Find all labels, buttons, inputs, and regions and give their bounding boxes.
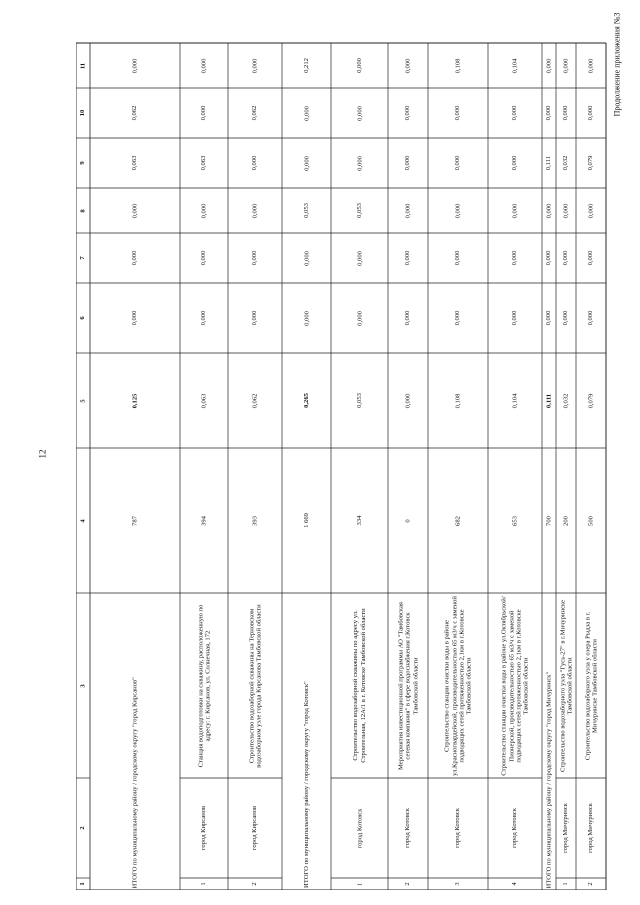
row-cell-11: 0,000 <box>587 58 595 73</box>
total-cell-7: 0,000 <box>545 250 553 266</box>
row-cell-3: Строительство водозаборного узла у озера Рыдза в г. Мичуринске Тамбовской области <box>583 611 598 760</box>
row-cell-4: 334 <box>355 515 363 526</box>
row-cell-10: 0,062 <box>251 105 259 121</box>
total-cell-5: 0,125 <box>131 393 139 408</box>
row-cell-6: 0,000 <box>200 310 208 326</box>
row-cell-3: Строительство станции очистки воды в районе ул.Октябрьской/Пионерской, производительностью 65 м3/ч с заменой подводящих сетей протяженностью 2,1км в г.Котовске Тамбовской области <box>500 595 530 776</box>
row-cell-8: 0,000 <box>454 203 462 218</box>
row-cell-11: 0,000 <box>200 58 208 73</box>
row-cell-7: 0,000 <box>200 250 208 266</box>
row-cell-1: 2 <box>587 882 595 886</box>
row-cell-9: 0,000 <box>511 155 519 171</box>
row-cell-2: город Мичуринск <box>587 803 595 853</box>
total-cell-4: 787 <box>131 515 139 526</box>
row-cell-6: 0,000 <box>587 310 595 326</box>
total-cell-11: 0,212 <box>302 58 310 73</box>
total-cell-9: 0,063 <box>131 155 139 171</box>
row-cell-9: 0,000 <box>251 155 259 171</box>
column-number-9: 9 <box>79 161 87 165</box>
row-cell-1: 1 <box>562 882 570 886</box>
row-cell-7: 0,000 <box>355 250 363 266</box>
row-cell-4: 653 <box>511 515 519 526</box>
row-cell-11: 0,000 <box>404 58 412 73</box>
column-number-7: 7 <box>79 256 87 260</box>
row-cell-2: город Котовск <box>454 808 462 848</box>
row-cell-4: 682 <box>454 515 462 526</box>
row-cell-7: 0,000 <box>587 250 595 266</box>
column-number-5: 5 <box>79 398 87 403</box>
row-cell-8: 0,000 <box>587 203 595 218</box>
total-cell-9: 0,111 <box>545 155 553 171</box>
row-cell-1: 1 <box>355 882 363 886</box>
row-cell-2: город Котовск <box>511 808 519 848</box>
row-cell-8: 0,053 <box>355 203 363 218</box>
total-row-label: ИТОГО по муниципальному району / городскому округу "город Кирсанов" <box>131 676 139 888</box>
total-cell-6: 0,000 <box>302 310 310 326</box>
row-cell-11: 0,104 <box>511 58 519 73</box>
row-cell-2: город Мичуринск <box>562 803 570 853</box>
row-cell-5: 0,079 <box>587 393 595 408</box>
row-cell-10: 0,000 <box>454 105 462 121</box>
column-number-8: 8 <box>79 208 87 213</box>
total-cell-10: 0,062 <box>131 105 139 121</box>
total-cell-5: 0,111 <box>545 393 553 408</box>
row-cell-6: 0,000 <box>562 310 570 326</box>
row-cell-5: 0,063 <box>200 393 208 408</box>
row-cell-10: 0,000 <box>355 105 363 121</box>
total-cell-8: 0,000 <box>545 203 553 218</box>
row-cell-10: 0,000 <box>511 105 519 121</box>
total-cell-6: 0,000 <box>131 310 139 326</box>
row-cell-3: Строительство водозаборной скважины по адресу ул. Строительная, 12А/1 в г. Котовске Тамбовской области <box>352 608 367 763</box>
column-number-2: 2 <box>79 826 87 830</box>
row-cell-7: 0,000 <box>562 250 570 266</box>
row-cell-6: 0,000 <box>355 310 363 326</box>
total-cell-5: 0,265 <box>302 393 310 408</box>
row-cell-9: 0,079 <box>587 155 595 171</box>
total-cell-8: 0,000 <box>131 203 139 218</box>
row-cell-10: 0,000 <box>200 105 208 121</box>
column-number-11: 11 <box>79 62 87 69</box>
total-cell-8: 0,053 <box>302 203 310 218</box>
row-cell-7: 0,000 <box>404 250 412 266</box>
row-cell-1: 2 <box>404 882 412 886</box>
row-cell-5: 0,104 <box>511 393 519 408</box>
row-cell-7: 0,000 <box>511 250 519 266</box>
column-number-4: 4 <box>79 518 87 523</box>
row-cell-8: 0,000 <box>511 203 519 218</box>
column-number-1: 1 <box>79 882 87 886</box>
row-cell-2: город Котовск <box>404 808 412 848</box>
row-cell-5: 0,053 <box>355 393 363 408</box>
row-cell-6: 0,000 <box>454 310 462 326</box>
row-cell-6: 0,000 <box>251 310 259 326</box>
row-cell-8: 0,000 <box>200 203 208 218</box>
row-cell-1: 3 <box>454 882 462 886</box>
row-cell-9: 0,000 <box>454 155 462 171</box>
row-cell-4: 394 <box>200 515 208 526</box>
row-cell-11: 0,000 <box>562 58 570 73</box>
row-cell-4: 0 <box>404 518 412 523</box>
row-cell-1: 1 <box>200 882 208 886</box>
row-cell-8: 0,000 <box>404 203 412 218</box>
row-cell-3: Мероприятия инвестиционной программы АО "Тамбовская сетевая компания" в сфере водоснабжения г.Котовск Тамбовской области <box>396 601 419 770</box>
row-cell-11: 0,000 <box>251 58 259 73</box>
column-number-10: 10 <box>79 109 87 117</box>
row-cell-11: 0,000 <box>355 58 363 73</box>
row-cell-4: 200 <box>562 515 570 526</box>
page-number: 12 <box>37 449 48 459</box>
row-cell-5: 0,000 <box>404 393 412 408</box>
row-cell-3: Строительство станции очистки воды в районе ул.Красногвардейской, производительностью 65 м3/ч с заменой подводящих сетей протяженностью 2,1км в г.Котовске Тамбовской области <box>443 595 473 776</box>
row-cell-2: город Кирсанов <box>251 805 259 851</box>
row-cell-10: 0,000 <box>404 105 412 121</box>
row-cell-2: город Котовск <box>355 808 363 848</box>
continuation-label: Продолжение приложения №3 <box>612 12 622 117</box>
row-cell-9: 0,000 <box>355 155 363 171</box>
row-cell-6: 0,000 <box>404 310 412 326</box>
total-cell-7: 0,000 <box>302 250 310 266</box>
row-cell-9: 0,063 <box>200 155 208 171</box>
column-number-6: 6 <box>79 316 87 320</box>
data-table <box>76 18 612 890</box>
row-cell-10: 0,000 <box>562 105 570 121</box>
total-cell-7: 0,000 <box>131 250 139 266</box>
total-cell-10: 0,000 <box>302 105 310 121</box>
row-cell-9: 0,032 <box>562 155 570 171</box>
total-cell-4: 700 <box>545 515 553 526</box>
row-cell-5: 0,108 <box>454 393 462 408</box>
total-row-label: ИТОГО по муниципальному району / городскому округу "город Котовск" <box>302 681 310 888</box>
total-cell-9: 0,000 <box>302 155 310 171</box>
row-cell-2: город Кирсанов <box>200 805 208 851</box>
row-cell-7: 0,000 <box>454 250 462 266</box>
row-cell-3: Строительство водозаборного узла "Гусь-27" в г.Мичуринске Тамбовской области <box>558 599 573 772</box>
row-cell-11: 0,108 <box>454 58 462 73</box>
row-cell-5: 0,032 <box>562 393 570 408</box>
row-cell-1: 4 <box>511 882 519 886</box>
row-cell-4: 393 <box>251 515 259 526</box>
total-cell-11: 0,000 <box>545 58 553 73</box>
row-cell-3: Строительство водозаборной скважины на Терновском водозаборном узле города Кирсанова Тамбовской области <box>247 603 262 768</box>
total-cell-4: 1 669 <box>302 513 310 528</box>
column-number-3: 3 <box>79 683 87 688</box>
row-cell-1: 2 <box>251 882 259 886</box>
row-cell-7: 0,000 <box>251 250 259 266</box>
row-cell-6: 0,000 <box>511 310 519 326</box>
row-cell-5: 0,062 <box>251 393 259 408</box>
row-cell-10: 0,000 <box>587 105 595 121</box>
row-cell-3: Станция водоподготовки на скважину, расположенную по адресу: г. Кирсанов, ул. Солнечная, 172 <box>196 604 211 767</box>
row-cell-8: 0,000 <box>251 203 259 218</box>
total-cell-11: 0,000 <box>131 58 139 73</box>
row-cell-9: 0,000 <box>404 155 412 171</box>
row-cell-8: 0,000 <box>562 203 570 218</box>
total-row-label: ИТОГО по муниципальному району / городскому округу "город Мичуринск" <box>545 671 553 888</box>
total-cell-10: 0,000 <box>545 105 553 121</box>
row-cell-4: 500 <box>587 515 595 526</box>
total-cell-6: 0,000 <box>545 310 553 326</box>
